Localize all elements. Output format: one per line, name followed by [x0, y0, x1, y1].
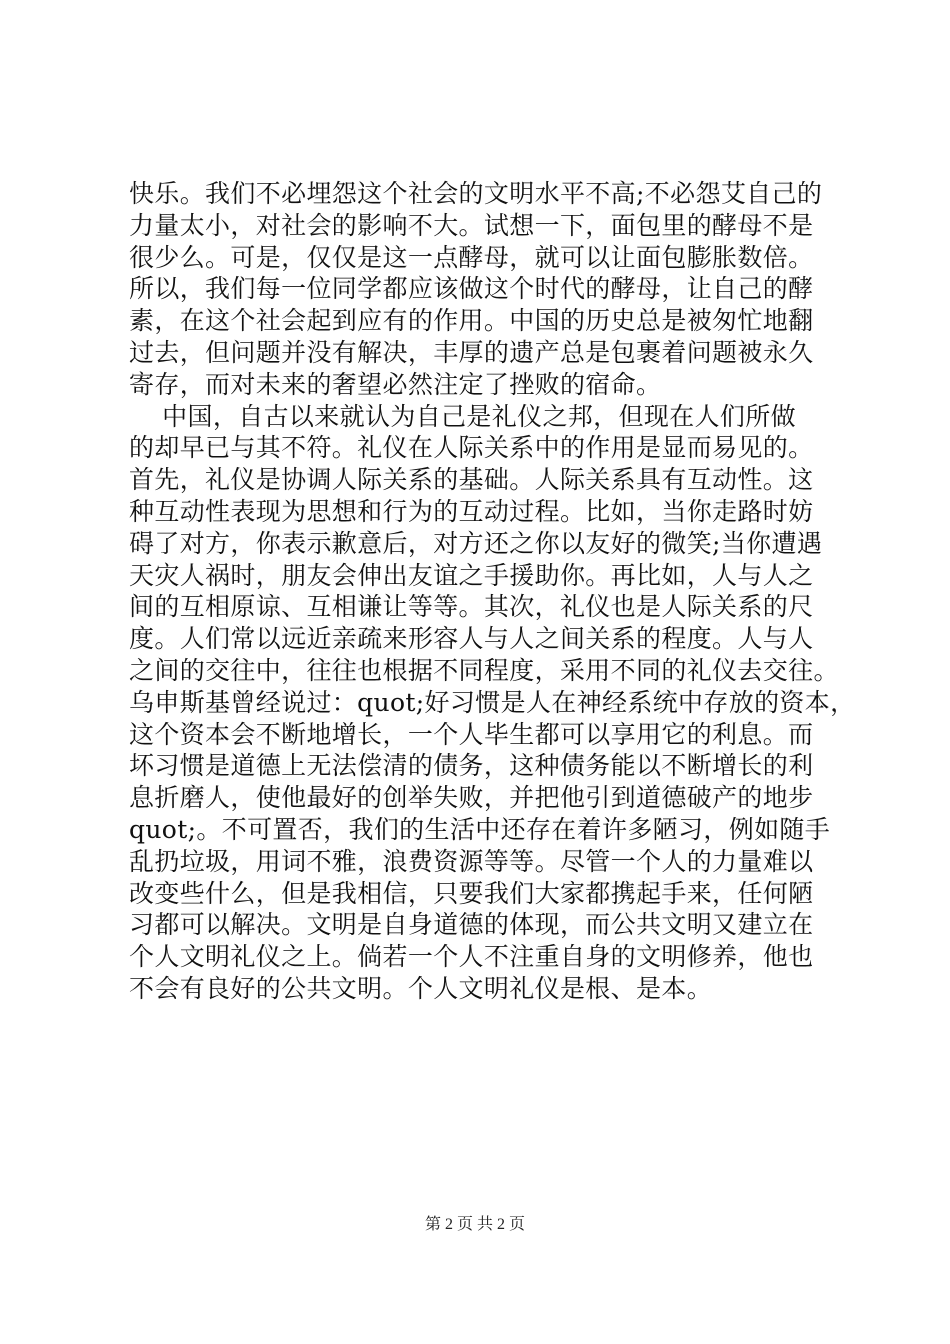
text-line: 寄存，而对未来的奢望必然注定了挫败的宿命。 [129, 369, 662, 399]
text-line: 改变些什么，但是我相信，只要我们大家都携起手来，任何陋 [129, 878, 814, 908]
text-line: 首先，礼仪是协调人际关系的基础。人际关系具有互动性。这 [129, 465, 814, 495]
page-footer: 第 2 页 共 2 页 [424, 1216, 525, 1233]
text-line: 度。人们常以远近亲疏来形容人与人之间关系的程度。人与人 [129, 624, 814, 654]
text-line: 的却早已与其不符。礼仪在人际关系中的作用是显而易见的。 [129, 433, 814, 463]
text-line: 碍了对方，你表示歉意后，对方还之你以友好的微笑;当你遭遇 [129, 528, 823, 558]
text-line: 素，在这个社会起到应有的作用。中国的历史总是被匆忙地翻 [129, 306, 814, 336]
text-line: 力量太小，对社会的影响不大。试想一下，面包里的酵母不是 [129, 210, 814, 240]
text-line: 乱扔垃圾，用词不雅，浪费资源等等。尽管一个人的力量难以 [129, 846, 814, 876]
text-line: 不会有良好的公共文明。个人文明礼仪是根、是本。 [129, 973, 713, 1003]
text-line: 息折磨人，使他最好的创举失败，并把他引到道德破产的地步 [129, 783, 814, 813]
text-line: 中国，自古以来就认为自己是礼仪之邦，但现在人们所做 [129, 401, 796, 431]
text-line: quot;。不可置否，我们的生活中还存在着许多陋习，例如随手 [129, 814, 831, 844]
text-line: 过去，但问题并没有解决，丰厚的遗产总是包裹着问题被永久 [129, 337, 814, 367]
text-line: 间的互相原谅、互相谦让等等。其次，礼仪也是人际关系的尺 [129, 592, 814, 622]
text-line: 快乐。我们不必埋怨这个社会的文明水平不高;不必怨艾自己的 [129, 179, 823, 208]
text-line: 习都可以解决。文明是自身道德的体现，而公共文明又建立在 [129, 910, 814, 940]
text-line: 所以，我们每一位同学都应该做这个时代的酵母，让自己的酵 [129, 274, 814, 304]
text-line: 之间的交往中，往往也根据不同程度，采用不同的礼仪去交往。 [129, 655, 839, 685]
text-line: 种互动性表现为思想和行为的互动过程。比如，当你走路时妨 [129, 496, 814, 526]
text-line: 很少么。可是，仅仅是这一点酵母，就可以让面包膨胀数倍。 [129, 242, 814, 272]
text-line: 乌申斯基曾经说过：quot;好习惯是人在神经系统中存放的资本， [129, 687, 856, 717]
text-line: 个人文明礼仪之上。倘若一个人不注重自身的文明修养，他也 [129, 942, 814, 972]
text-line: 坏习惯是道德上无法偿清的债务，这种债务能以不断增长的利 [129, 751, 814, 781]
text-line: 天灾人祸时，朋友会伸出友谊之手援助你。再比如，人与人之 [129, 560, 814, 590]
body-text [129, 178, 856, 1005]
text-line: 这个资本会不断地增长，一个人毕生都可以享用它的利息。而 [129, 719, 814, 749]
